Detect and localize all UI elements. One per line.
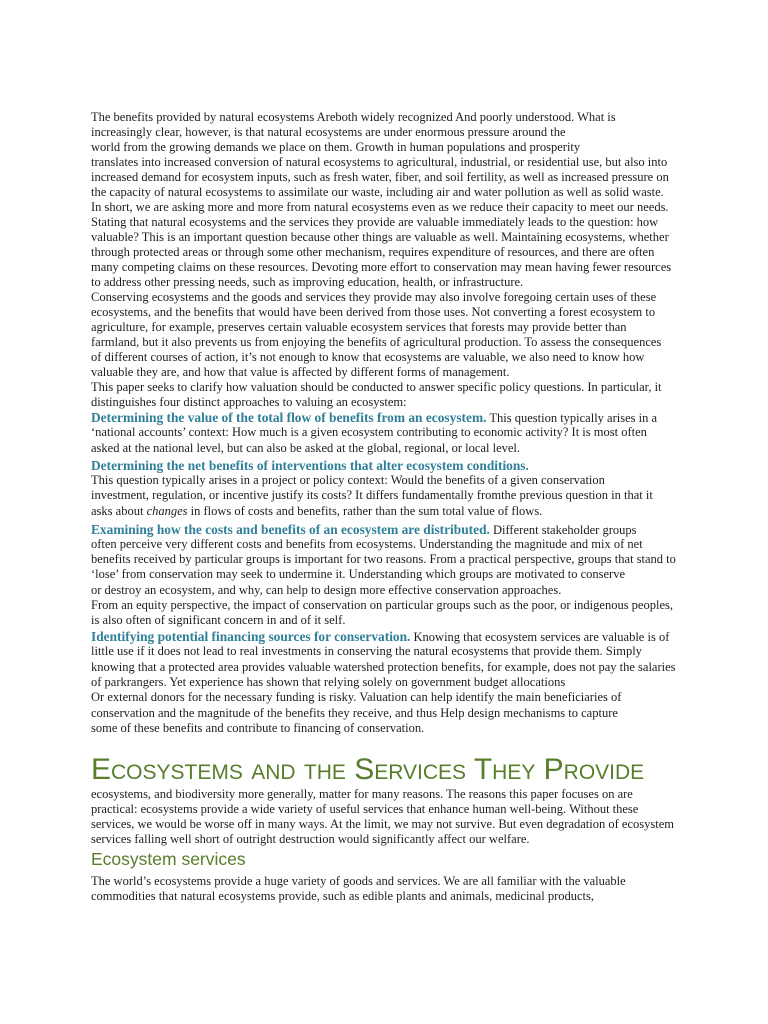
body-text-line: benefits received by particular groups is important for two reasons. From a practical perspective, groups that stand to bbox=[91, 552, 676, 567]
body-text-line bbox=[91, 504, 676, 519]
section-heading: Ecosystems and the Services They Provide bbox=[91, 753, 645, 786]
body-text-line: increased demand for ecosystem inputs, such as fresh water, fiber, and soil fertility, as well as increased pressure on bbox=[91, 170, 669, 184]
approach-lead-line bbox=[91, 522, 676, 537]
body-text-line: conservation and the magnitude of the benefits they receive, and thus Help design mechanisms to capture bbox=[91, 705, 618, 720]
body-text-line: the capacity of natural ecosystems to assimilate our waste, including air and water pollution as well as solid waste. bbox=[91, 185, 664, 199]
approach-lead-line bbox=[91, 629, 676, 644]
body-text-line: distinguishes four distinct approaches to valuing an ecosystem: bbox=[91, 395, 407, 409]
body-text-line: From an equity perspective, the impact of conservation on particular groups such as the poor, or indigenous peoples, bbox=[91, 598, 673, 613]
body-text-line: asked at the national level, but can also be asked at the global, regional, or local level. bbox=[91, 440, 521, 455]
body-text-line: The benefits provided by natural ecosystems Areboth widely recognized And poorly understood. What is bbox=[91, 110, 616, 124]
body-text-line: investment, regulation, or incentive justify its costs? It differs fundamentally fromthe previous question in that it bbox=[91, 488, 653, 503]
intro-text-block bbox=[91, 110, 671, 410]
body-text-line: through protected areas or through some other mechanism, requires expenditure of resources, and there are often bbox=[91, 245, 655, 259]
body-text-line: increasingly clear, however, is that natural ecosystems are under enormous pressure around the bbox=[91, 125, 566, 139]
text-segment: in flows of costs and benefits, rather than the sum total value of flows. bbox=[190, 503, 543, 518]
approach-text: Knowing that ecosystem services are valuable is of bbox=[413, 630, 670, 645]
subsection-heading: Ecosystem services bbox=[91, 849, 246, 869]
body-text-line: some of these benefits and contribute to financing of conservation. bbox=[91, 720, 425, 735]
body-text-line: to address other pressing needs, such as improving education, health, or infrastructure. bbox=[91, 275, 524, 289]
body-text-line: This paper seeks to clarify how valuation should be conducted to answer specific policy questions. In particular, it bbox=[91, 380, 662, 394]
body-text-line: or destroy an ecosystem, and why, can help to design more effective conservation approaches. bbox=[91, 582, 562, 597]
text-segment: asks about bbox=[91, 503, 144, 518]
body-text-line: services falling well short of outright destruction would significantly affect our welfare. bbox=[91, 832, 530, 846]
body-text-line: farmland, but it also prevents us from enjoying the benefits of agricultural production. To assess the consequences bbox=[91, 335, 662, 349]
body-text-line: of different courses of action, it’s not enough to know that ecosystems are valuable, we also need to know how bbox=[91, 350, 645, 364]
body-text-line: ecosystems, and the benefits that would have been derived from those uses. Not converting a forest ecosystem to bbox=[91, 305, 656, 319]
body-text-line: many competing claims on these resources. Devoting more effort to conservation may mean having fewer resources bbox=[91, 260, 672, 274]
body-text-line: valuable? This is an important question because other things are valuable as well. Maintaining ecosystems, whether bbox=[91, 230, 669, 244]
approach-text: This question typically arises in a bbox=[489, 411, 658, 425]
approach-heading: Identifying potential financing sources for conservation. bbox=[91, 629, 411, 645]
body-text-line: world from the growing demands we place on them. Growth in human populations and prosperity bbox=[91, 140, 581, 154]
body-text-line: of parkrangers. Yet experience has shown that relying solely on government budget allocations bbox=[91, 675, 566, 690]
approaches-block bbox=[91, 410, 676, 736]
approach-lead-line bbox=[91, 410, 676, 425]
subsection-text-block bbox=[91, 874, 674, 904]
body-text-line: valuable they are, and how that value is affected by different forms of management. bbox=[91, 365, 510, 379]
emphasized-word: changes bbox=[146, 503, 188, 518]
body-text-line: Stating that natural ecosystems and the services they provide are valuable immediately leads to the question: how bbox=[91, 215, 659, 229]
body-text-line: services, we would be worse off in many ways. At the limit, we may not survive. But even degradation of ecosystem bbox=[91, 817, 674, 831]
body-text-line: commodities that natural ecosystems provide, such as edible plants and animals, medicinal products, bbox=[91, 889, 595, 903]
body-text-line: is also often of significant concern in and of it self. bbox=[91, 613, 346, 628]
body-text-line: The world’s ecosystems provide a huge variety of goods and services. We are all familiar with the valuable bbox=[91, 874, 626, 888]
body-text-line: little use if it does not lead to real investments in conserving the natural ecosystems that provide them. Simply bbox=[91, 644, 642, 659]
body-text-line: knowing that a protected area provides valuable watershed protection benefits, for example, does not pay the salaries bbox=[91, 659, 676, 674]
body-text-line: practical: ecosystems provide a wide variety of useful services that enhance human well-being. Without these bbox=[91, 802, 639, 816]
body-text-line: Conserving ecosystems and the goods and services they provide may also involve foregoing certain uses of these bbox=[91, 290, 657, 304]
body-text-line: This question typically arises in a project or policy context: Would the benefits of a given conservation bbox=[91, 473, 605, 488]
approach-heading: Determining the value of the total flow of benefits from an ecosystem. bbox=[91, 410, 487, 425]
body-text-line: often perceive very different costs and benefits from ecosystems. Understanding the magnitude and mix of net bbox=[91, 536, 643, 551]
body-text-line: agriculture, for example, preserves certain valuable ecosystem services that forests may provide better than bbox=[91, 320, 627, 334]
body-text-line: translates into increased conversion of natural ecosystems to agricultural, industrial, or residential use, but also into bbox=[91, 155, 668, 169]
body-text-line: ecosystems, and biodiversity more generally, matter for many reasons. The reasons this paper focuses on are bbox=[91, 787, 633, 801]
approach-lead-line bbox=[91, 458, 676, 473]
section-block bbox=[91, 753, 674, 904]
body-text-line: ‘lose’ from conservation may seek to undermine it. Understanding which groups are motivated to conserve bbox=[91, 567, 625, 582]
approach-text: Different stakeholder groups bbox=[493, 522, 637, 537]
body-text-line: Or external donors for the necessary funding is risky. Valuation can help identify the main beneficiaries of bbox=[91, 690, 622, 705]
body-text-line: In short, we are asking more and more from natural ecosystems even as we reduce their capacity to meet our needs. bbox=[91, 200, 669, 214]
body-text-line: ‘national accounts’ context: How much is a given ecosystem contributing to economic activity? It is most often bbox=[91, 425, 647, 440]
approach-heading: Determining the net benefits of interventions that alter ecosystem conditions. bbox=[91, 457, 529, 473]
approach-heading: Examining how the costs and benefits of an ecosystem are distributed. bbox=[91, 521, 490, 537]
